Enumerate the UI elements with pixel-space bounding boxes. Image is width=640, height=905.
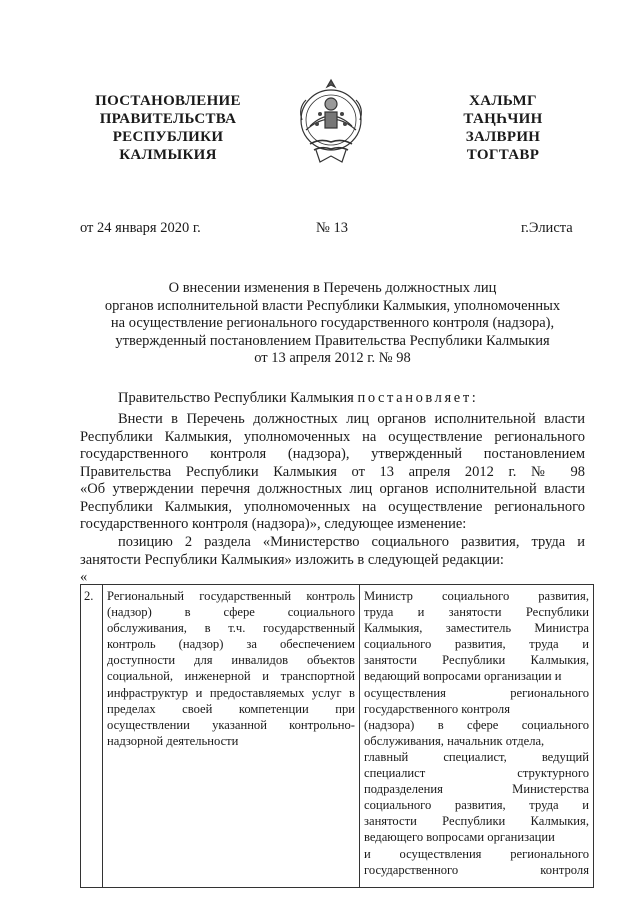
- cell-line: доступности для инвалидов объектов: [107, 653, 355, 668]
- cell-line: занятости Республики Калмыкия,: [364, 814, 589, 829]
- title-line: на осуществление регионального государственного контроля (надзора),: [110, 315, 555, 331]
- title-line: утвержденный постановлением Правительства Республики Калмыкия: [115, 332, 550, 349]
- document-title: [80, 280, 585, 368]
- cell-line: государственного контроля: [364, 701, 510, 716]
- document-place: г.Элиста: [521, 220, 573, 236]
- control-table: [80, 584, 594, 888]
- paragraph-1: [80, 411, 585, 534]
- cell-line: пределах своей компетенции при: [107, 701, 355, 716]
- paragraph-line: Республики Калмыкия, уполномоченных на осуществление регионального: [80, 498, 585, 515]
- paragraph-line: Правительства Республики Калмыкия от 13 апреля 2012 г. № 98: [80, 463, 585, 480]
- paragraph-line: Внести в Перечень должностных лиц органов исполнительной власти: [118, 411, 585, 427]
- open-quote: «: [80, 569, 88, 585]
- paragraph-line: занятости Республики Калмыкия» изложить в следующей редакции:: [80, 551, 504, 568]
- cell-line: подразделения Министерства: [364, 782, 589, 797]
- paragraph-line: государственного контроля (надзора)», следующее изменение:: [80, 516, 467, 532]
- document-number: № 13: [316, 220, 348, 236]
- cell-line: контроль (надзор) за обеспечением: [107, 637, 355, 652]
- header-right-title: [448, 92, 558, 164]
- cell-line: осуществлении указанной контрольно-: [107, 717, 355, 732]
- intro-resolves: постановляет:: [357, 390, 479, 406]
- cell-line: специалист структурного: [364, 766, 589, 781]
- cell-line: социального развития, труда и: [364, 637, 589, 652]
- cell-line: осуществления регионального: [364, 685, 589, 700]
- intro-prefix: Правительство Республики Калмыкия: [118, 390, 354, 406]
- cell-line: (надзор) в сфере социального: [107, 605, 355, 620]
- cell-line: Региональный государственный контроль: [107, 589, 355, 603]
- header-left-line: КАЛМЫКИЯ: [119, 147, 217, 163]
- cell-line: ведающего вопросами организации: [364, 830, 555, 845]
- cell-line: (надзора) в сфере социального: [364, 717, 589, 732]
- paragraph-line: государственного контроля (надзора), утвержденный постановлением: [80, 446, 585, 462]
- cell-line: обслуживания, начальник отдела,: [364, 733, 545, 748]
- cell-line: ведающий вопросами организации и: [364, 669, 562, 684]
- header-right-line: ХАЛЬМГ: [469, 93, 537, 109]
- resolution-intro: [80, 390, 585, 408]
- cell-line: государственного контроля: [364, 862, 589, 877]
- paragraph-line: позицию 2 раздела «Министерство социального развития, труда и: [118, 534, 585, 550]
- header-left-line: ПРАВИТЕЛЬСТВА: [99, 111, 237, 127]
- cell-line: надзорной деятельности: [107, 733, 239, 748]
- title-line: органов исполнительной власти Республики Калмыкия, уполномоченных: [104, 297, 561, 314]
- header-left-title: [88, 92, 248, 164]
- cell-line: обслуживания, в т.ч. государственный: [107, 621, 355, 636]
- kalmykia-coat-of-arms-icon: [296, 78, 366, 166]
- officials-cell: [360, 585, 594, 888]
- row-number: 2.: [81, 585, 103, 888]
- cell-line: социальной, инженерной и транспортной: [107, 669, 355, 684]
- header-right-line: ТАҢҺЧИН: [463, 111, 543, 127]
- cell-line: Министр социального развития,: [364, 589, 589, 603]
- cell-line: главный специалист, ведущий: [364, 749, 589, 764]
- title-line: от 13 апреля 2012 г. № 98: [254, 350, 411, 366]
- title-line: О внесении изменения в Перечень должностных лиц: [168, 280, 497, 296]
- header-right-line: ТОГТАВР: [466, 147, 540, 163]
- document-date: от 24 января 2020 г.: [80, 220, 201, 236]
- cell-line: труда и занятости Республики: [364, 605, 589, 620]
- table-row: [81, 585, 594, 888]
- cell-line: занятости Республики Калмыкия,: [364, 653, 589, 668]
- cell-line: социального развития, труда и: [364, 798, 589, 813]
- header-left-line: РЕСПУБЛИКИ: [112, 129, 224, 145]
- cell-line: Калмыкия, заместитель Министра: [364, 621, 589, 636]
- header-right-line: ЗАЛВРИН: [465, 129, 541, 145]
- cell-line: и осуществления регионального: [364, 846, 589, 861]
- control-type-cell: [103, 585, 360, 888]
- cell-line: инфраструктур и предоставляемых услуг в: [107, 685, 355, 700]
- paragraph-line: «Об утверждении перечня должностных лиц органов исполнительной власти: [80, 481, 585, 497]
- paragraph-2: [80, 534, 585, 569]
- paragraph-line: Республики Калмыкия, уполномоченных на осуществление регионального: [80, 428, 585, 445]
- header-left-line: ПОСТАНОВЛЕНИЕ: [95, 93, 241, 109]
